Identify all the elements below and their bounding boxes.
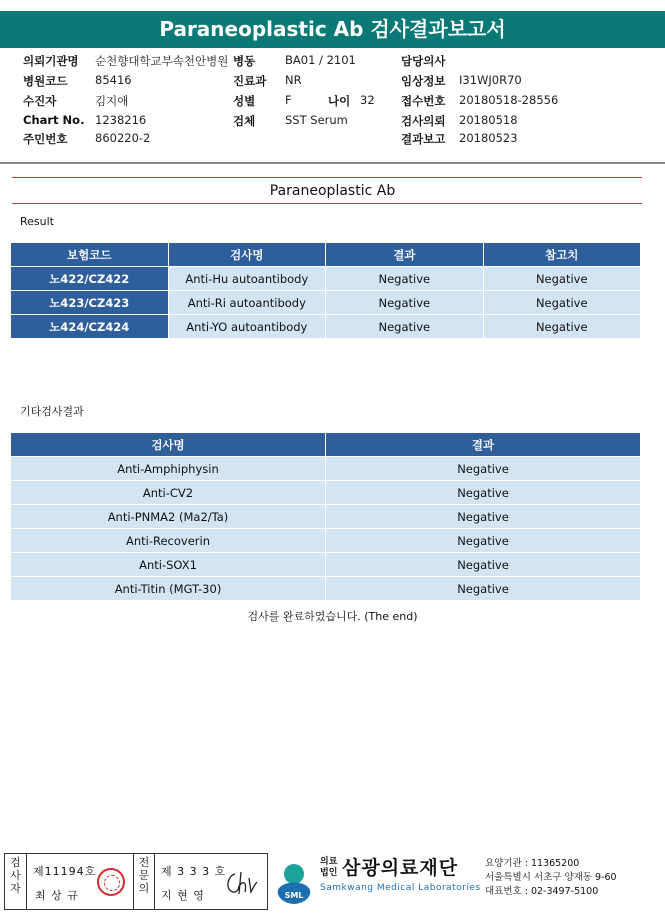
request-date-label: 검사의뢰: [401, 114, 446, 128]
test-result: Negative: [326, 505, 640, 528]
table-row: [11, 529, 640, 552]
test-result: Negative: [326, 553, 640, 576]
table-row: [11, 505, 640, 528]
sml-logo-icon: [272, 856, 316, 906]
col-header-test: 검사명: [11, 433, 325, 456]
test-name: Anti-PNMA2 (Ma2/Ta): [11, 505, 325, 528]
test-name: Anti-Amphiphysin: [11, 457, 325, 480]
ward-value: BA01 / 2101: [285, 53, 356, 67]
specimen-value: SST Serum: [285, 113, 348, 127]
table-row: [11, 481, 640, 504]
examiner-label: 검사자: [5, 854, 27, 909]
table-row: [11, 315, 640, 338]
reference-value: Negative: [484, 267, 640, 290]
org-address: 서울특별시 서초구 양재동 9-60: [485, 872, 617, 883]
test-result: Negative: [326, 481, 640, 504]
request-date-value: 20180518: [459, 113, 518, 127]
patient-value: 김지애: [95, 94, 129, 108]
doctor-license-label: 전문의: [133, 854, 155, 909]
receipt-label: 접수번호: [401, 94, 446, 108]
table-row: [11, 457, 640, 480]
hospital-code-label: 병원코드: [23, 74, 68, 88]
institution-value: 순천향대학교부속천안병원: [95, 54, 229, 68]
doctor-name: 지 현 영: [161, 889, 205, 902]
org-type: 의료법인: [320, 857, 338, 878]
col-header-code: 보험코드: [11, 243, 168, 266]
result-table: [10, 242, 641, 339]
header-divider: [0, 162, 665, 164]
table-row: [11, 291, 640, 314]
ward-label: 병동: [233, 54, 256, 68]
sex-label: 성별: [233, 94, 256, 108]
test-name: Anti-CV2: [11, 481, 325, 504]
test-name: Anti-SOX1: [11, 553, 325, 576]
examiner-name: 최 상 규: [35, 889, 79, 902]
insurance-code: 노422/CZ422: [11, 267, 168, 290]
receipt-value: 20180518-28556: [459, 93, 559, 107]
table-row: [11, 553, 640, 576]
report-date-value: 20180523: [459, 131, 518, 145]
sex-value: F: [285, 93, 292, 107]
other-results-table: [10, 432, 641, 601]
test-name: Anti-Titin (MGT-30): [11, 577, 325, 600]
doctor-label: 담당의사: [401, 54, 446, 68]
institution-label: 의뢰기관명: [23, 54, 79, 68]
department-label: 진료과: [233, 74, 267, 88]
org-english-name: Samkwang Medical Laboratories: [320, 883, 481, 893]
hospital-code-value: 85416: [95, 73, 132, 87]
test-name: Anti-Ri autoantibody: [169, 291, 326, 314]
table-row: [11, 577, 640, 600]
reference-value: Negative: [484, 291, 640, 314]
col-header-result: 결과: [326, 243, 482, 266]
test-name: Anti-YO autoantibody: [169, 315, 326, 338]
insurance-code: 노423/CZ423: [11, 291, 168, 314]
clinical-info-label: 임상정보: [401, 74, 446, 88]
test-result: Negative: [326, 529, 640, 552]
insurance-code: 노424/CZ424: [11, 315, 168, 338]
signature-icon: [223, 868, 259, 898]
col-header-reference: 참고치: [484, 243, 640, 266]
doctor-number: 제 3 3 3 호: [161, 865, 227, 878]
test-result: Negative: [326, 457, 640, 480]
age-value: 32: [360, 93, 375, 107]
examiner-number: 제11194호: [33, 865, 97, 878]
chart-label: Chart No.: [23, 113, 85, 127]
end-note: 검사를 완료하였습니다. (The end): [247, 610, 418, 623]
patient-label: 수진자: [23, 94, 57, 108]
test-result: Negative: [326, 267, 482, 290]
chart-value: 1238216: [95, 113, 147, 127]
institution-code: 요양기관 : 11365200: [485, 858, 580, 869]
id-label: 주민번호: [23, 132, 68, 146]
org-info: [485, 857, 617, 899]
col-header-test: 검사명: [169, 243, 326, 266]
logo-text: SML: [284, 891, 304, 900]
section-title: Paraneoplastic Ab: [269, 183, 396, 199]
test-name: Anti-Hu autoantibody: [169, 267, 326, 290]
test-result: Negative: [326, 291, 482, 314]
report-footer: [0, 848, 665, 918]
signature-box: [4, 853, 268, 910]
col-header-result: 결과: [326, 433, 640, 456]
other-results-label: 기타검사결과: [20, 405, 84, 418]
report-date-label: 결과보고: [401, 132, 446, 146]
org-phone: 대표번호 : 02-3497-5100: [485, 886, 599, 897]
test-result: Negative: [326, 577, 640, 600]
id-value: 860220-2: [95, 131, 151, 145]
clinical-info-value: I31WJ0R70: [459, 73, 522, 87]
report-title: Paraneoplastic Ab 검사결과보고서: [0, 11, 665, 48]
table-row: [11, 267, 640, 290]
test-name: Anti-Recoverin: [11, 529, 325, 552]
test-result: Negative: [326, 315, 482, 338]
department-value: NR: [285, 73, 302, 87]
section-rule-top: [12, 177, 642, 178]
specimen-label: 검체: [233, 114, 256, 128]
reference-value: Negative: [484, 315, 640, 338]
result-label: Result: [20, 215, 54, 228]
section-rule-bottom: [12, 203, 642, 204]
org-name: 삼광의료재단: [342, 857, 459, 879]
examiner-seal-icon: [97, 868, 125, 896]
age-label: 나이: [328, 94, 351, 108]
